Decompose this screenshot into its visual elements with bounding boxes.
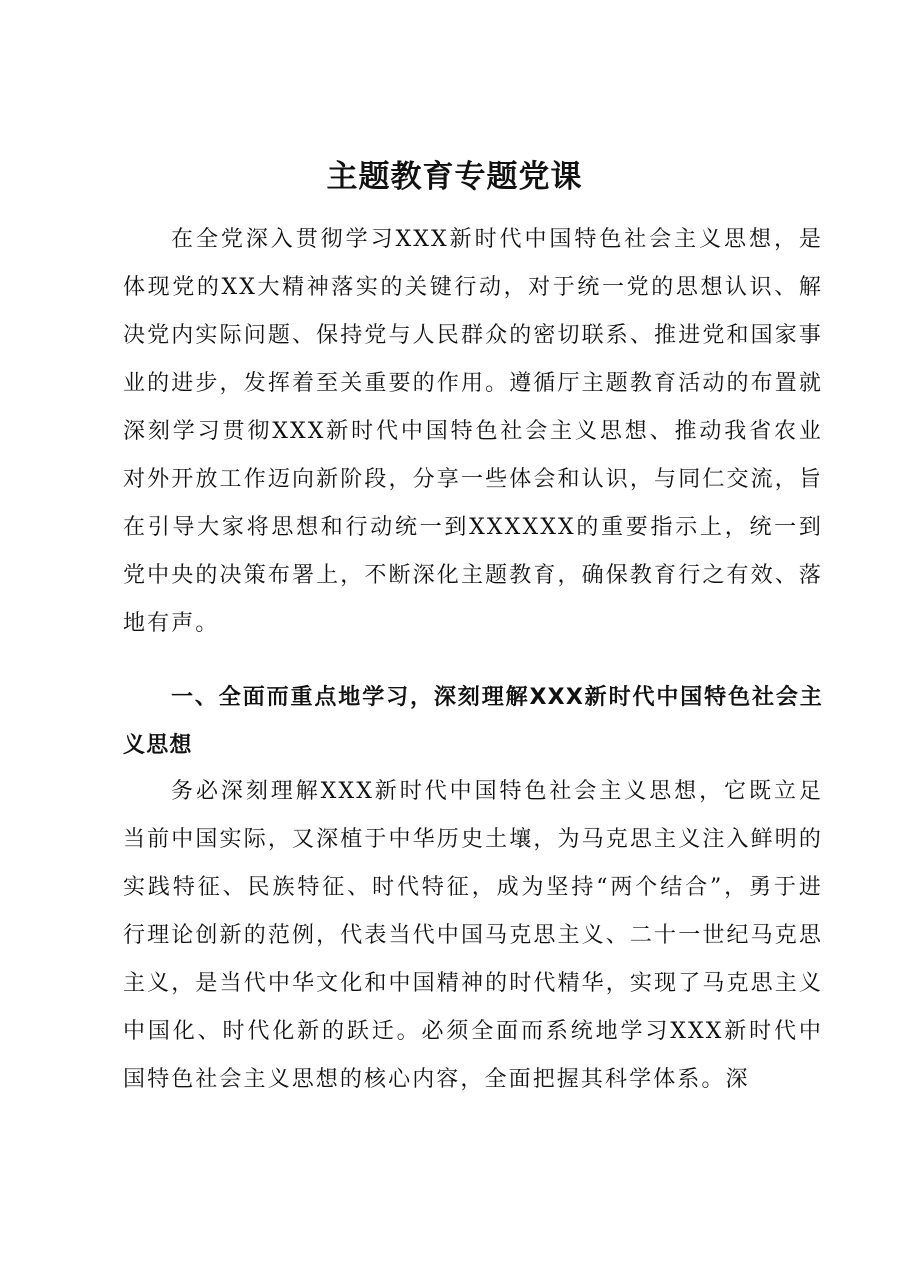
section-heading-1: 一、全面而重点地学习，深刻理解XXX新时代中国特色社会主义思想: [123, 685, 823, 758]
body-paragraph-intro: 在全党深入贯彻学习XXX新时代中国特色社会主义思想，是体现党的XX大精神落实的关键行动，对于统一党的思想认识、解决党内实际问题、保持党与人民群众的密切联系、推进党和国家事业的进步，发挥着至关重要的作用。遵循厅主题教育活动的布置就深刻学习贯彻XXX新时代中国特色社会主义思想、推动我省农业对外开放工作迈向新阶段，分享一些体会和认识，与同仁交流，旨在引导大家将思想和行动统一到XXXXXX的重要指示上，统一到党中央的决策布署上，不断深化主题教育，确保教育行之有效、落地有声。: [123, 227, 823, 636]
body-paragraph-section-1: 务必深刻理解XXX新时代中国特色社会主义思想，它既立足当前中国实际，又深植于中华历史土壤，为马克思主义注入鲜明的实践特征、民族特征、时代特征，成为坚持“两个结合”，勇于进行理论创新的范例，代表当代中国马克思主义、二十一世纪马克思主义，是当代中华文化和中国精神的时代精华，实现了马克思主义中国化、时代化新的跃迁。必须全面而系统地学习XXX新时代中国特色社会主义思想的核心内容，全面把握其科学体系。深: [123, 779, 823, 1092]
document-title: 主题教育专题党课: [326, 159, 583, 195]
